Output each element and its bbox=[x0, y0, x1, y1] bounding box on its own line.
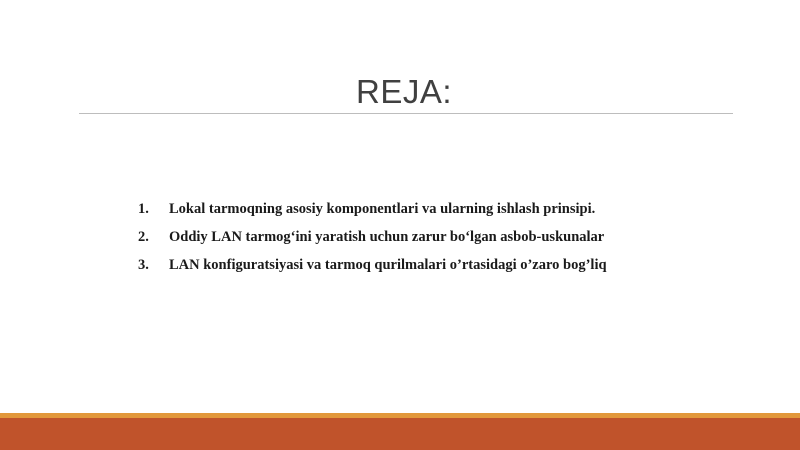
plan-item-number: 3. bbox=[138, 257, 149, 273]
plan-item-2 bbox=[138, 227, 607, 255]
footer-band bbox=[0, 418, 800, 450]
plan-item-text: LAN konfiguratsiyasi va tarmoq qurilmalari o’rtasidagi o’zaro bog’liq bbox=[169, 257, 607, 273]
plan-item-number: 1. bbox=[138, 201, 149, 217]
plan-list bbox=[138, 199, 607, 283]
plan-item-text: Lokal tarmoqning asosiy komponentlari va ularning ishlash prinsipi. bbox=[169, 201, 596, 217]
slide-title: REJA: bbox=[355, 73, 453, 110]
plan-item-3 bbox=[138, 255, 607, 283]
title-divider bbox=[79, 113, 733, 114]
plan-item-text: Oddiy LAN tarmog‘ini yaratish uchun zarur bo‘lgan asbob-uskunalar bbox=[169, 229, 605, 245]
plan-item-number: 2. bbox=[138, 229, 149, 245]
plan-item-1 bbox=[138, 199, 607, 227]
